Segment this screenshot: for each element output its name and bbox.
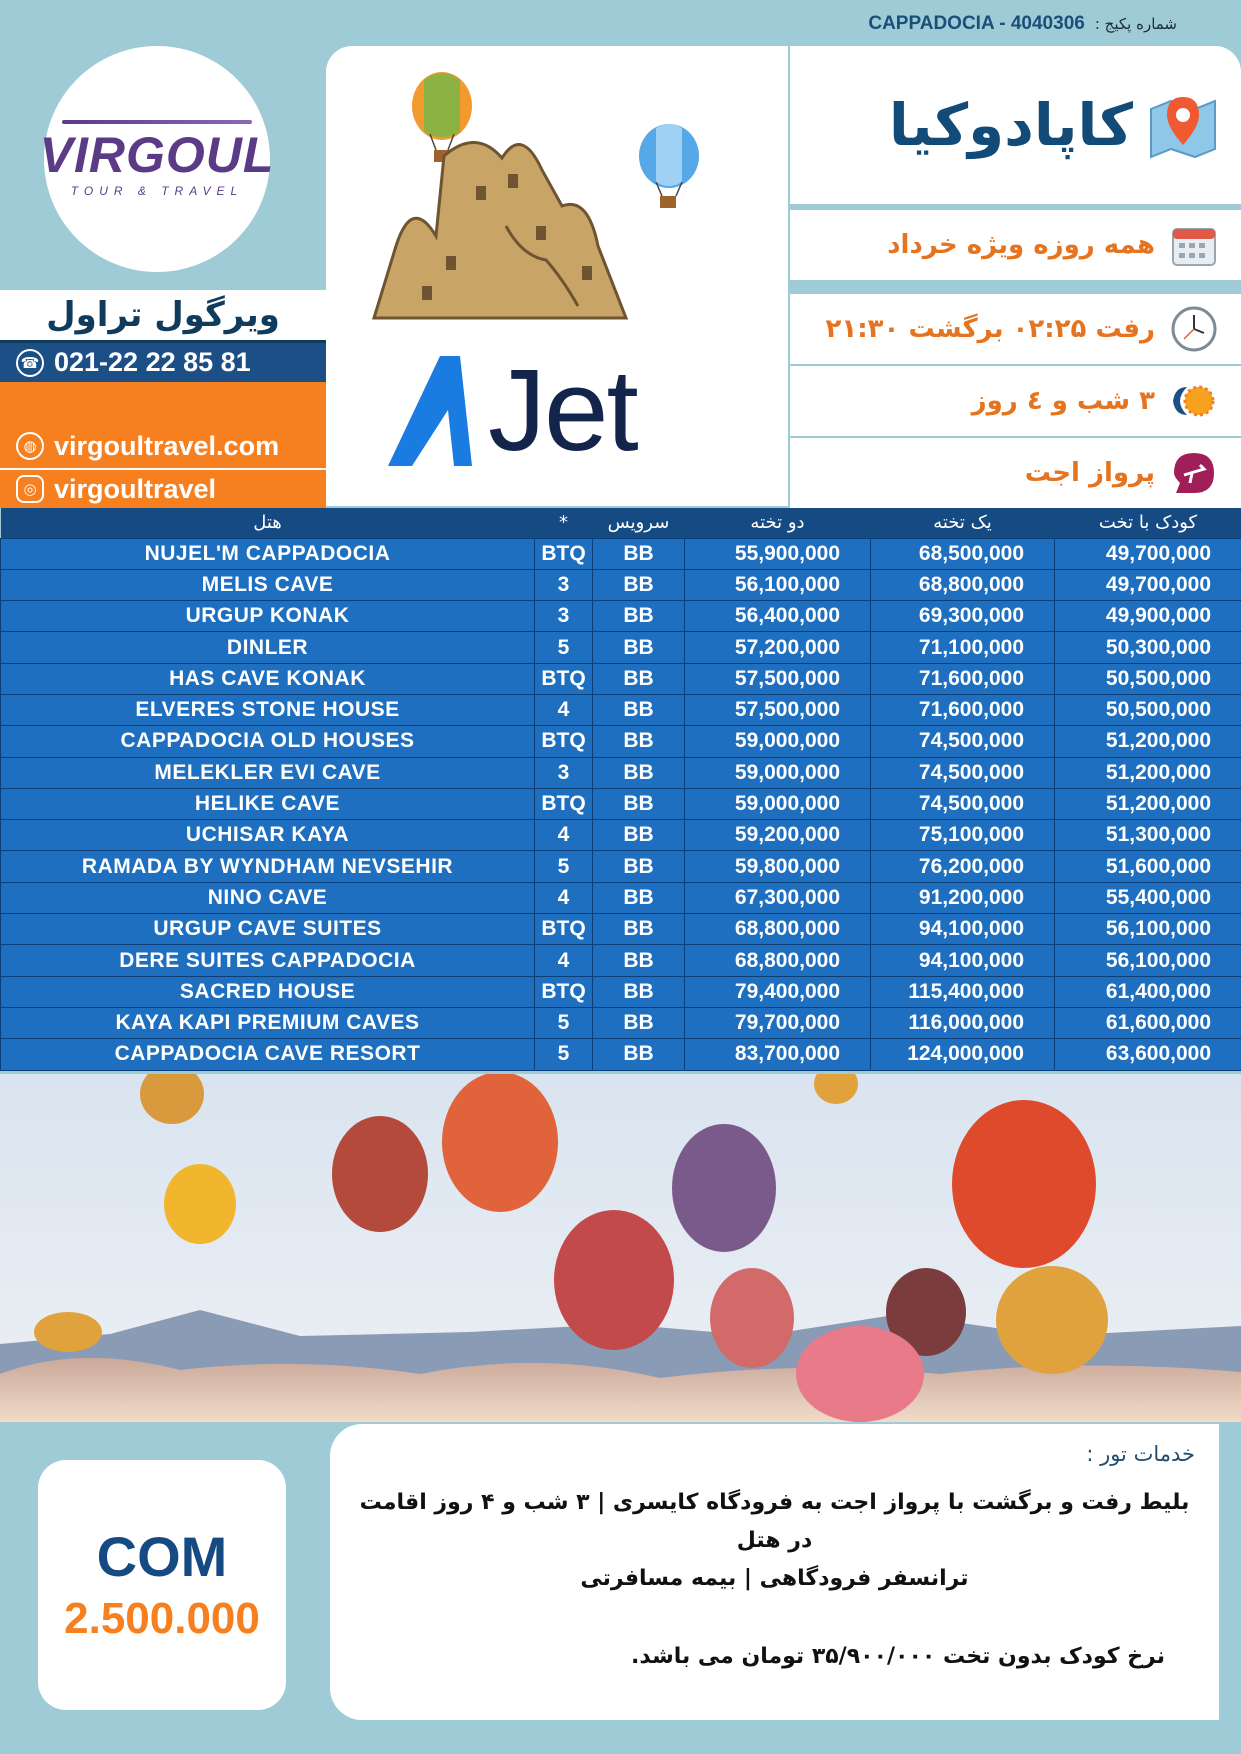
cell-hotel: KAYA KAPI PREMIUM CAVES: [1, 1007, 535, 1038]
cell-single: 76,200,000: [871, 851, 1055, 882]
cell-star: BTQ: [535, 914, 593, 945]
cell-hotel: MELEKLER EVI CAVE: [1, 757, 535, 788]
contact-instagram[interactable]: [0, 468, 326, 508]
cell-child: 51,300,000: [1055, 820, 1241, 851]
table-row: [1, 1007, 1241, 1038]
cell-hotel: URGUP KONAK: [1, 601, 535, 632]
company-logo: [39, 46, 275, 272]
cell-star: 4: [535, 820, 593, 851]
cell-service: BB: [593, 601, 685, 632]
col-child: کودک با تخت: [1055, 508, 1241, 538]
cell-star: BTQ: [535, 726, 593, 757]
cell-service: BB: [593, 726, 685, 757]
cell-service: BB: [593, 1039, 685, 1070]
cell-hotel: MELIS CAVE: [1, 569, 535, 600]
cell-single: 74,500,000: [871, 757, 1055, 788]
col-single: یک تخته: [871, 508, 1055, 538]
table-row: [1, 788, 1241, 819]
flight-times-text: رفت ۰۲:۲۵ برگشت ۲۱:۳۰: [825, 314, 1155, 344]
contact-divider: [0, 382, 326, 424]
cell-double: 79,400,000: [685, 976, 871, 1007]
cell-hotel: CAPPADOCIA OLD HOUSES: [1, 726, 535, 757]
cell-child: 61,600,000: [1055, 1007, 1241, 1038]
cell-hotel: DINLER: [1, 632, 535, 663]
cell-double: 57,500,000: [685, 663, 871, 694]
instagram-icon: ◎: [16, 475, 44, 503]
cell-hotel: RAMADA BY WYNDHAM NEVSEHIR: [1, 851, 535, 882]
cell-star: 4: [535, 945, 593, 976]
cell-child: 51,600,000: [1055, 851, 1241, 882]
cell-child: 55,400,000: [1055, 882, 1241, 913]
cell-service: BB: [593, 976, 685, 1007]
cell-single: 69,300,000: [871, 601, 1055, 632]
destination-title-box: [790, 46, 1241, 204]
cell-star: 5: [535, 1007, 593, 1038]
cell-service: BB: [593, 569, 685, 600]
fairy-chimney-icon: [374, 142, 626, 318]
website-text: virgoultravel.com: [54, 430, 280, 461]
cell-double: 59,000,000: [685, 788, 871, 819]
child-no-bed-note: نرخ کودک بدون تخت ۳۵/۹۰۰/۰۰۰ تومان می باشد.: [631, 1644, 1165, 1669]
cell-single: 124,000,000: [871, 1039, 1055, 1070]
cell-star: 5: [535, 632, 593, 663]
tour-services: [330, 1424, 1219, 1720]
cell-child: 51,200,000: [1055, 757, 1241, 788]
col-double: دو تخته: [685, 508, 871, 538]
logo-wordmark: VIRGOUL: [39, 127, 275, 183]
cell-star: 4: [535, 882, 593, 913]
cell-single: 74,500,000: [871, 726, 1055, 757]
table-header-row: [1, 508, 1241, 538]
table-row: [1, 757, 1241, 788]
cell-single: 74,500,000: [871, 788, 1055, 819]
contact-phone[interactable]: [0, 340, 326, 382]
table-row: [1, 820, 1241, 851]
cell-service: BB: [593, 538, 685, 569]
cell-double: 83,700,000: [685, 1039, 871, 1070]
package-number: [868, 10, 1177, 38]
cell-child: 50,500,000: [1055, 694, 1241, 725]
cell-double: 55,900,000: [685, 538, 871, 569]
cell-child: 49,700,000: [1055, 569, 1241, 600]
cell-single: 71,600,000: [871, 663, 1055, 694]
cell-single: 94,100,000: [871, 914, 1055, 945]
cell-star: BTQ: [535, 788, 593, 819]
cell-child: 51,200,000: [1055, 726, 1241, 757]
airplane-icon: [1169, 448, 1219, 498]
table-row: [1, 914, 1241, 945]
cell-double: 56,400,000: [685, 601, 871, 632]
cell-double: 59,800,000: [685, 851, 871, 882]
cell-double: 67,300,000: [685, 882, 871, 913]
cell-hotel: HELIKE CAVE: [1, 788, 535, 819]
table-row: [1, 694, 1241, 725]
cell-star: BTQ: [535, 538, 593, 569]
cell-star: BTQ: [535, 976, 593, 1007]
cell-double: 57,500,000: [685, 694, 871, 725]
hotel-price-table: [0, 508, 1241, 1071]
cell-double: 57,200,000: [685, 632, 871, 663]
cell-hotel: URGUP CAVE SUITES: [1, 914, 535, 945]
trip-duration: [790, 366, 1241, 436]
cell-hotel: UCHISAR KAYA: [1, 820, 535, 851]
table-row: [1, 569, 1241, 600]
cell-double: 79,700,000: [685, 1007, 871, 1038]
cell-hotel: DERE SUITES CAPPADOCIA: [1, 945, 535, 976]
contact-website[interactable]: [0, 424, 326, 468]
cell-child: 50,500,000: [1055, 663, 1241, 694]
cell-single: 116,000,000: [871, 1007, 1055, 1038]
services-line-2: ترانسفر فرودگاهی | بیمه مسافرتی: [580, 1566, 969, 1591]
cell-double: 59,200,000: [685, 820, 871, 851]
services-line-1: بلیط رفت و برگشت با پرواز اجت به فرودگاه کایسری | ۳ شب و ۴ روز اقامت در هتل: [359, 1490, 1190, 1553]
cell-star: 5: [535, 851, 593, 882]
table-body: [1, 538, 1241, 1070]
phone-number: 021-22 22 85 81: [54, 347, 251, 377]
logo-plane-line: [62, 120, 252, 124]
table-row: [1, 1039, 1241, 1070]
balloons-photo: [0, 1074, 1241, 1422]
cell-double: 68,800,000: [685, 945, 871, 976]
cell-service: BB: [593, 851, 685, 882]
package-label: شماره پکیج :: [1094, 15, 1177, 33]
cell-star: 5: [535, 1039, 593, 1070]
cell-hotel: ELVERES STONE HOUSE: [1, 694, 535, 725]
cell-child: 50,300,000: [1055, 632, 1241, 663]
clock-icon: [1169, 304, 1219, 354]
price-currency: COM: [96, 1525, 228, 1589]
cell-hotel: HAS CAVE KONAK: [1, 663, 535, 694]
cell-double: 59,000,000: [685, 726, 871, 757]
hot-air-balloon-icon: [639, 124, 699, 208]
cell-single: 68,800,000: [871, 569, 1055, 600]
airline-logo: [388, 345, 728, 475]
calendar-icon: [1169, 220, 1219, 270]
cell-child: 49,900,000: [1055, 601, 1241, 632]
cell-hotel: CAPPADOCIA CAVE RESORT: [1, 1039, 535, 1070]
table-row: [1, 851, 1241, 882]
flight-times: [790, 294, 1241, 364]
cell-star: 3: [535, 569, 593, 600]
col-service: سرویس: [593, 508, 685, 538]
cell-child: 56,100,000: [1055, 945, 1241, 976]
cell-hotel: NINO CAVE: [1, 882, 535, 913]
cell-star: 4: [535, 694, 593, 725]
cell-child: 49,700,000: [1055, 538, 1241, 569]
cell-double: 56,100,000: [685, 569, 871, 600]
travel-dates: [790, 210, 1241, 280]
cell-star: 3: [535, 757, 593, 788]
table-row: [1, 976, 1241, 1007]
globe-icon: ◍: [16, 432, 44, 460]
col-hotel: هتل: [1, 508, 535, 538]
instagram-handle: virgoultravel: [54, 473, 217, 504]
table-row: [1, 632, 1241, 663]
cell-service: BB: [593, 945, 685, 976]
brand-name-persian: [0, 290, 326, 340]
cell-service: BB: [593, 757, 685, 788]
cell-double: 68,800,000: [685, 914, 871, 945]
cell-service: BB: [593, 914, 685, 945]
tour-price-box: [38, 1460, 286, 1710]
cell-service: BB: [593, 882, 685, 913]
phone-icon: ☎: [16, 349, 44, 377]
airline-info-text: پرواز اجت: [1024, 458, 1155, 488]
cell-hotel: NUJEL'M CAPPADOCIA: [1, 538, 535, 569]
cell-single: 71,600,000: [871, 694, 1055, 725]
logo-subtitle: TOUR & TRAVEL: [70, 184, 244, 198]
cell-star: 3: [535, 601, 593, 632]
price-amount: 2.500.000: [64, 1593, 260, 1643]
airline-logo-text: Jet: [488, 345, 637, 475]
map-pin-icon: [1147, 89, 1219, 161]
trip-duration-text: ۳ شب و ٤ روز: [971, 386, 1155, 416]
day-night-icon: [1169, 376, 1219, 426]
cell-service: BB: [593, 820, 685, 851]
cell-child: 51,200,000: [1055, 788, 1241, 819]
cell-single: 91,200,000: [871, 882, 1055, 913]
cell-star: BTQ: [535, 663, 593, 694]
brand-name-text: ویرگول تراول: [46, 295, 280, 335]
table-row: [1, 601, 1241, 632]
cell-single: 94,100,000: [871, 945, 1055, 976]
cell-child: 56,100,000: [1055, 914, 1241, 945]
package-code: CAPPADOCIA - 4040306: [868, 13, 1085, 34]
airline-logo-mark: [388, 350, 472, 470]
table-row: [1, 882, 1241, 913]
cell-single: 75,100,000: [871, 820, 1055, 851]
cell-child: 61,400,000: [1055, 976, 1241, 1007]
cell-single: 68,500,000: [871, 538, 1055, 569]
cell-service: BB: [593, 1007, 685, 1038]
cell-single: 115,400,000: [871, 976, 1055, 1007]
cell-child: 63,600,000: [1055, 1039, 1241, 1070]
table-row: [1, 945, 1241, 976]
cell-hotel: SACRED HOUSE: [1, 976, 535, 1007]
table-row: [1, 726, 1241, 757]
table-row: [1, 663, 1241, 694]
travel-dates-text: همه روزه ویژه خرداد: [887, 230, 1155, 260]
cappadocia-illustration: [326, 46, 788, 346]
cell-service: BB: [593, 632, 685, 663]
table-row: [1, 538, 1241, 569]
cell-single: 71,100,000: [871, 632, 1055, 663]
col-star: *: [535, 508, 593, 538]
cell-service: BB: [593, 663, 685, 694]
airline-info: [790, 438, 1241, 508]
cell-service: BB: [593, 788, 685, 819]
destination-title: کاپادوکیا: [888, 91, 1133, 159]
services-title: خدمات تور :: [1086, 1442, 1195, 1466]
cell-double: 59,000,000: [685, 757, 871, 788]
cell-service: BB: [593, 694, 685, 725]
